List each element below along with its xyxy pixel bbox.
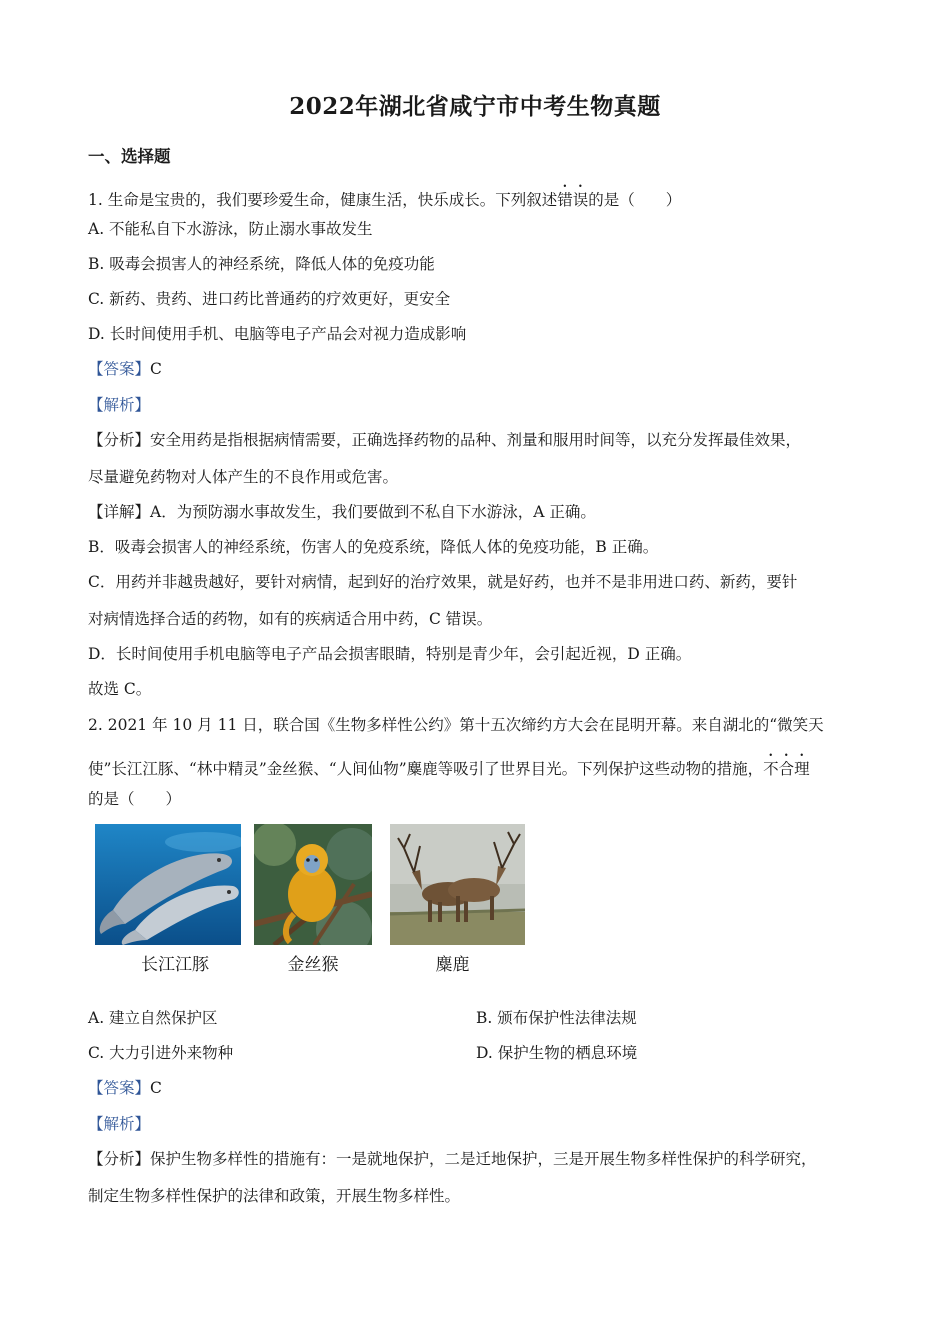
page-title: 2022年湖北省咸宁市中考生物真题 xyxy=(289,93,661,120)
q2-option-a: A. 建立自然保护区 xyxy=(88,1009,218,1027)
detail-tag: 【详解】 xyxy=(88,503,151,521)
pere-davids-deer-image xyxy=(390,824,525,945)
animal-figure xyxy=(95,824,535,974)
q1-detail-d: D．长时间使用手机电脑等电子产品会损害眼睛，特别是青少年，会引起近视，D 正确。 xyxy=(88,645,692,663)
fenxi-tag: 【分析】 xyxy=(88,431,151,449)
q1-conclusion: 故选 C。 xyxy=(88,680,152,698)
q1-stem xyxy=(88,182,681,211)
answer-tag: 【答案】 xyxy=(88,1079,151,1097)
finless-porpoise-image xyxy=(95,824,241,945)
q1-stem-text: 1. 生命是宝贵的，我们要珍爱生命，健康生活，快乐成长。下列叙述 xyxy=(88,191,558,209)
q2-stem-line3: 的是（ ） xyxy=(88,790,182,808)
q1-stem-tail: 的是（ ） xyxy=(588,191,682,209)
fenxi-text: 保护生物多样性的措施有：一是就地保护，二是迁地保护，三是开展生物多样性保护的科学研究， xyxy=(150,1150,817,1168)
q1-detail-a xyxy=(88,501,596,523)
section-heading: 一、选择题 xyxy=(88,147,171,166)
detail-text: A．为预防溺水事故发生，我们要做到不私自下水游泳，A 正确。 xyxy=(150,503,596,521)
q1-option-a: A. 不能私自下水游泳，防止溺水事故发生 xyxy=(88,220,373,238)
q2-stem-line2 xyxy=(88,751,810,780)
q2-stem-text: 使”长江江豚、“林中精灵”金丝猴、“人间仙物”麋鹿等吸引了世界目光。下列保护这些动物的措施， xyxy=(88,760,764,778)
q1-detail-b: B．吸毒会损害人的神经系统，伤害人的免疫系统，降低人体的免疫功能，B 正确。 xyxy=(88,538,659,556)
answer-value: C xyxy=(150,360,162,378)
q2-option-b: B. 颁布保护性法律法规 xyxy=(476,1009,637,1027)
q1-option-d: D. 长时间使用手机、电脑等电子产品会对视力造成影响 xyxy=(88,325,467,343)
q2-stem-emphasis: 不合理 xyxy=(763,760,810,778)
q1-detail-c-cont: 对病情选择合适的药物，如有的疾病适合用中药，C 错误。 xyxy=(88,610,493,628)
q1-stem-emphasis: 错误 xyxy=(557,191,589,209)
caption-deer: 麋鹿 xyxy=(435,955,470,975)
caption-monkey: 金丝猴 xyxy=(287,955,339,975)
q1-analysis-tag: 【解析】 xyxy=(88,396,151,414)
q2-fenxi xyxy=(88,1148,817,1170)
q1-detail-c: C．用药并非越贵越好，要针对病情，起到好的治疗效果，就是好药，也并不是非用进口药、新药，要针 xyxy=(88,573,798,591)
q2-option-c: C. 大力引进外来物种 xyxy=(88,1044,234,1062)
fenxi-tag: 【分析】 xyxy=(88,1150,151,1168)
golden-monkey-image xyxy=(254,824,372,945)
caption-porpoise: 长江江豚 xyxy=(141,955,209,975)
q1-option-b: B. 吸毒会损害人的神经系统，降低人体的免疫功能 xyxy=(88,255,435,273)
q1-fenxi-cont: 尽量避免药物对人体产生的不良作用或危害。 xyxy=(88,468,399,486)
q1-fenxi xyxy=(88,429,801,451)
answer-value: C xyxy=(150,1079,162,1097)
q2-analysis-tag: 【解析】 xyxy=(88,1115,151,1133)
fenxi-text: 安全用药是指根据病情需要，正确选择药物的品种、剂量和服用时间等，以充分发挥最佳效果， xyxy=(150,431,802,449)
q2-fenxi-cont: 制定生物多样性保护的法律和政策，开展生物多样性。 xyxy=(88,1187,461,1205)
q2-stem-line1: 2. 2021 年 10 月 11 日，联合国《生物多样性公约》第十五次缔约方大会在昆明开幕。来自湖北的“微笑天 xyxy=(88,716,824,734)
q2-answer xyxy=(88,1077,162,1099)
q2-option-d: D. 保护生物的栖息环境 xyxy=(476,1044,638,1062)
answer-tag: 【答案】 xyxy=(88,360,151,378)
q1-option-c: C. 新药、贵药、进口药比普通药的疗效更好，更安全 xyxy=(88,290,451,308)
q1-answer xyxy=(88,358,162,380)
